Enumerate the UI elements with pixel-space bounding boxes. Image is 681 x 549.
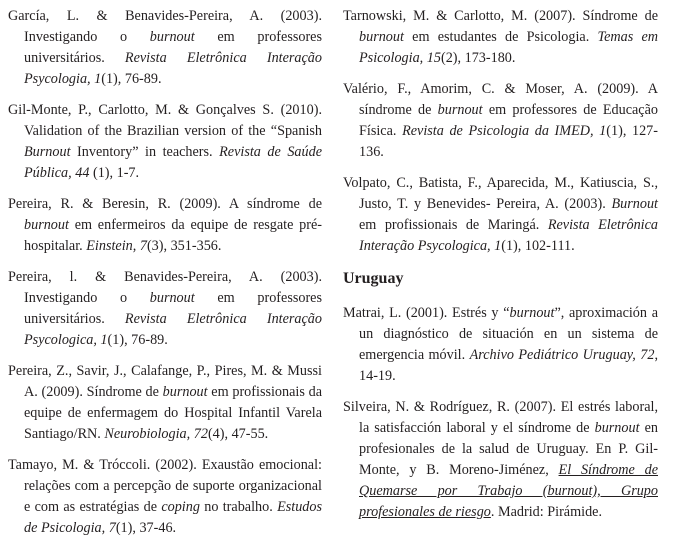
reference-italic-text: Temas em Psicologia, 15 bbox=[359, 29, 659, 66]
reference-text: ”, aproximación a un diagnóstico de situación en un sistema de emergencia móvil. bbox=[359, 305, 658, 363]
reference-text: (1), 102-111. bbox=[501, 238, 575, 254]
reference-italic-text: Einstein, 7 bbox=[86, 238, 147, 254]
reference-text: no trabalho. bbox=[199, 499, 278, 515]
reference-text: Pereira, Z., Savir, J., Calafange, P., Pires, M. & Mussi A. (2009). Síndrome de bbox=[8, 363, 322, 400]
reference-entry bbox=[343, 6, 658, 69]
left-column bbox=[8, 6, 322, 549]
reference-italic-text: Revista Eletrônica Interação Psycologica, 1 bbox=[24, 311, 322, 348]
reference-text: (1), 37-46. bbox=[115, 520, 177, 536]
reference-text: Tamayo, M. & Tróccoli. (2002). Exaustão emocional: relações com a percepção de suporte organizacional e com as estratégias de bbox=[8, 457, 322, 515]
reference-text: em estudantes de Psicologia. bbox=[403, 29, 598, 45]
reference-text: (1), 127-136. bbox=[359, 123, 658, 160]
reference-entry bbox=[343, 173, 658, 257]
reference-entry bbox=[8, 100, 322, 184]
reference-italic-text: Revista Eletrônica Interação Psycologia, 1 bbox=[24, 50, 322, 87]
reference-text: Silveira, N. & Rodríguez, R. (2007). El estrés laboral, la satisfacción laboral y el síndrome de bbox=[343, 399, 658, 436]
reference-text: Inventory” in teachers. bbox=[70, 144, 220, 160]
reference-text: . Madrid: Pirámide. bbox=[490, 504, 603, 520]
reference-text: Volpato, C., Batista, F., Aparecida, M., Katiuscia, S., Justo, T. y Benevides- Pereira, A. (2003). bbox=[343, 175, 658, 212]
reference-text: em profissionais de Maringá. bbox=[359, 217, 548, 233]
reference-italic-text: Archivo Pediátrico Uruguay, 72 bbox=[469, 347, 655, 363]
reference-text: , 14-19. bbox=[359, 347, 658, 384]
reference-text: Gil-Monte, P., Carlotto, M. & Gonçalves S. (2010). Validation of the Brazilian version of the “Spanish bbox=[8, 102, 322, 139]
reference-entry bbox=[343, 397, 658, 523]
reference-entry bbox=[8, 455, 322, 539]
reference-italic-text: Revista Eletrônica Interação Psycologica, 1 bbox=[359, 217, 658, 254]
reference-italic-text: burnout bbox=[149, 290, 195, 306]
reference-list-left bbox=[8, 6, 322, 539]
reference-italic-text: burnout bbox=[149, 29, 195, 45]
reference-italic-text: burnout bbox=[24, 217, 69, 233]
reference-italic-text: coping bbox=[161, 499, 200, 515]
reference-text: em professores de Educação Física. bbox=[359, 102, 658, 139]
reference-list-uruguay bbox=[343, 303, 658, 523]
reference-text: (1), 76-89. bbox=[107, 332, 168, 348]
reference-text: (4), 47-55. bbox=[207, 426, 269, 442]
reference-entry bbox=[8, 194, 322, 257]
right-column bbox=[343, 6, 658, 533]
reference-italic-text: El Síndrome de Quemarse por Trabajo (burnout), Grupo profesionales de riesgo bbox=[359, 462, 658, 520]
reference-text: em enfermeiros da equipe de resgate pré-hospitalar. bbox=[24, 217, 322, 254]
reference-text: Matrai, L. (2001). Estrés y “ bbox=[343, 305, 510, 321]
reference-entry bbox=[8, 361, 322, 445]
reference-entry bbox=[343, 79, 658, 163]
reference-text: Pereira, l. & Benavides-Pereira, A. (2003). Investigando o bbox=[8, 269, 322, 306]
reference-italic-text: Burnout bbox=[611, 196, 658, 212]
section-heading-uruguay: Uruguay bbox=[343, 270, 404, 287]
reference-entry bbox=[8, 6, 322, 90]
reference-text: (3), 351-356. bbox=[146, 238, 222, 254]
reference-italic-text: burnout bbox=[509, 305, 555, 321]
reference-italic-text: Neurobiologia, 72 bbox=[104, 426, 208, 442]
reference-list-right bbox=[343, 6, 658, 257]
reference-text: en profesionales de la salud de Uruguay. En P. Gil-Monte, y B. Moreno-Jiménez, bbox=[359, 420, 658, 478]
reference-italic-text: Estudos de Psicologia, 7 bbox=[24, 499, 322, 536]
reference-italic-text: burnout bbox=[162, 384, 208, 400]
reference-entry bbox=[8, 267, 322, 351]
reference-text: em professores universitários. bbox=[24, 29, 322, 66]
reference-text: em professores universitários. bbox=[24, 290, 322, 327]
reference-italic-text: Revista de Psicologia da IMED, 1 bbox=[402, 123, 607, 139]
reference-text: Valério, F., Amorim, C. & Moser, A. (2009). A síndrome de bbox=[343, 81, 658, 118]
reference-text: em profissionais da equipe de enfermagem do Hospital Infantil Varela Santiago/RN. bbox=[24, 384, 322, 442]
reference-text: (1), 76-89. bbox=[101, 71, 162, 87]
reference-text: Tarnowski, M. & Carlotto, M. (2007). Síndrome de bbox=[343, 8, 658, 24]
reference-italic-text: burnout bbox=[359, 29, 404, 45]
reference-text: García, L. & Benavides-Pereira, A. (2003). Investigando o bbox=[8, 8, 322, 45]
reference-italic-text: Revista de Saúde Pública, 44 bbox=[24, 144, 322, 181]
reference-text: Pereira, R. & Beresin, R. (2009). A síndrome de bbox=[8, 196, 322, 212]
reference-italic-text: burnout bbox=[437, 102, 483, 118]
reference-italic-text: Burnout bbox=[24, 144, 71, 160]
reference-italic-text: burnout bbox=[594, 420, 640, 436]
reference-entry bbox=[343, 303, 658, 387]
reference-text: (2), 173-180. bbox=[440, 50, 516, 66]
reference-text: (1), 1-7. bbox=[89, 165, 140, 181]
